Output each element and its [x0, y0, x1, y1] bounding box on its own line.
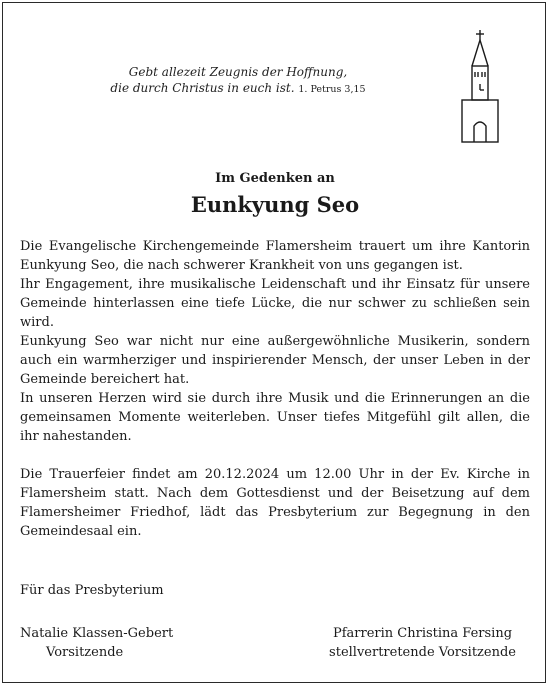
- paragraph: Die Evangelische Kirchengemeinde Flamersheim trauert um ihre Kantorin Eunkyung Seo, die nach schwerer Krankheit von uns gegangen ist.: [20, 239, 530, 273]
- signatory-name: Pfarrerin Christina Fersing: [332, 626, 513, 641]
- intro-heading: Im Gedenken an: [215, 171, 335, 186]
- signatory-role: stellvertretende Vorsitzende: [329, 645, 516, 660]
- verse-line-1: Gebt allezeit Zeugnis der Hoffnung,: [128, 65, 348, 79]
- signatory-right: [329, 624, 516, 662]
- signatory-left: [20, 624, 173, 662]
- paragraph: In unseren Herzen wird sie durch ihre Musik und die Erinnerungen an die gemeinsamen Momente weiterleben. Unser tiefes Mitgefühl gilt allen, die ihr nahestanden.: [20, 391, 530, 444]
- verse-line-2-text: die durch Christus in euch ist.: [110, 81, 295, 95]
- funeral-notice: Die Trauerfeier findet am 20.12.2024 um 12.00 Uhr in der Ev. Kirche in Flamersheim statt. Nach dem Gottesdienst und der Beisetzung auf dem Flamersheimer Friedhof, lädt das Presbyterium zur Begegnung in den Gemeindesaal ein.: [20, 467, 530, 539]
- signatory-name: Natalie Klassen-Gebert: [20, 626, 174, 641]
- verse-reference: 1. Petrus 3,15: [298, 84, 366, 95]
- obituary-body: [20, 237, 530, 541]
- verse-line-2: [78, 80, 398, 98]
- church-icon: [458, 30, 506, 146]
- bible-verse: [78, 64, 398, 98]
- paragraph: Eunkyung Seo war nicht nur eine außergewöhnliche Musikerin, sondern auch ein warmherziger und inspirierender Mensch, der unser Leben in der Gemeinde bereichert hat.: [20, 334, 530, 387]
- deceased-name: Eunkyung Seo: [190, 192, 360, 217]
- sign-off: Für das Presbyterium: [20, 583, 164, 598]
- signatory-role: Vorsitzende: [46, 645, 124, 660]
- paragraph: Ihr Engagement, ihre musikalische Leidenschaft und ihr Einsatz für unsere Gemeinde hinterlassen eine tiefe Lücke, die nur schwer zu schließen sein wird.: [20, 277, 530, 330]
